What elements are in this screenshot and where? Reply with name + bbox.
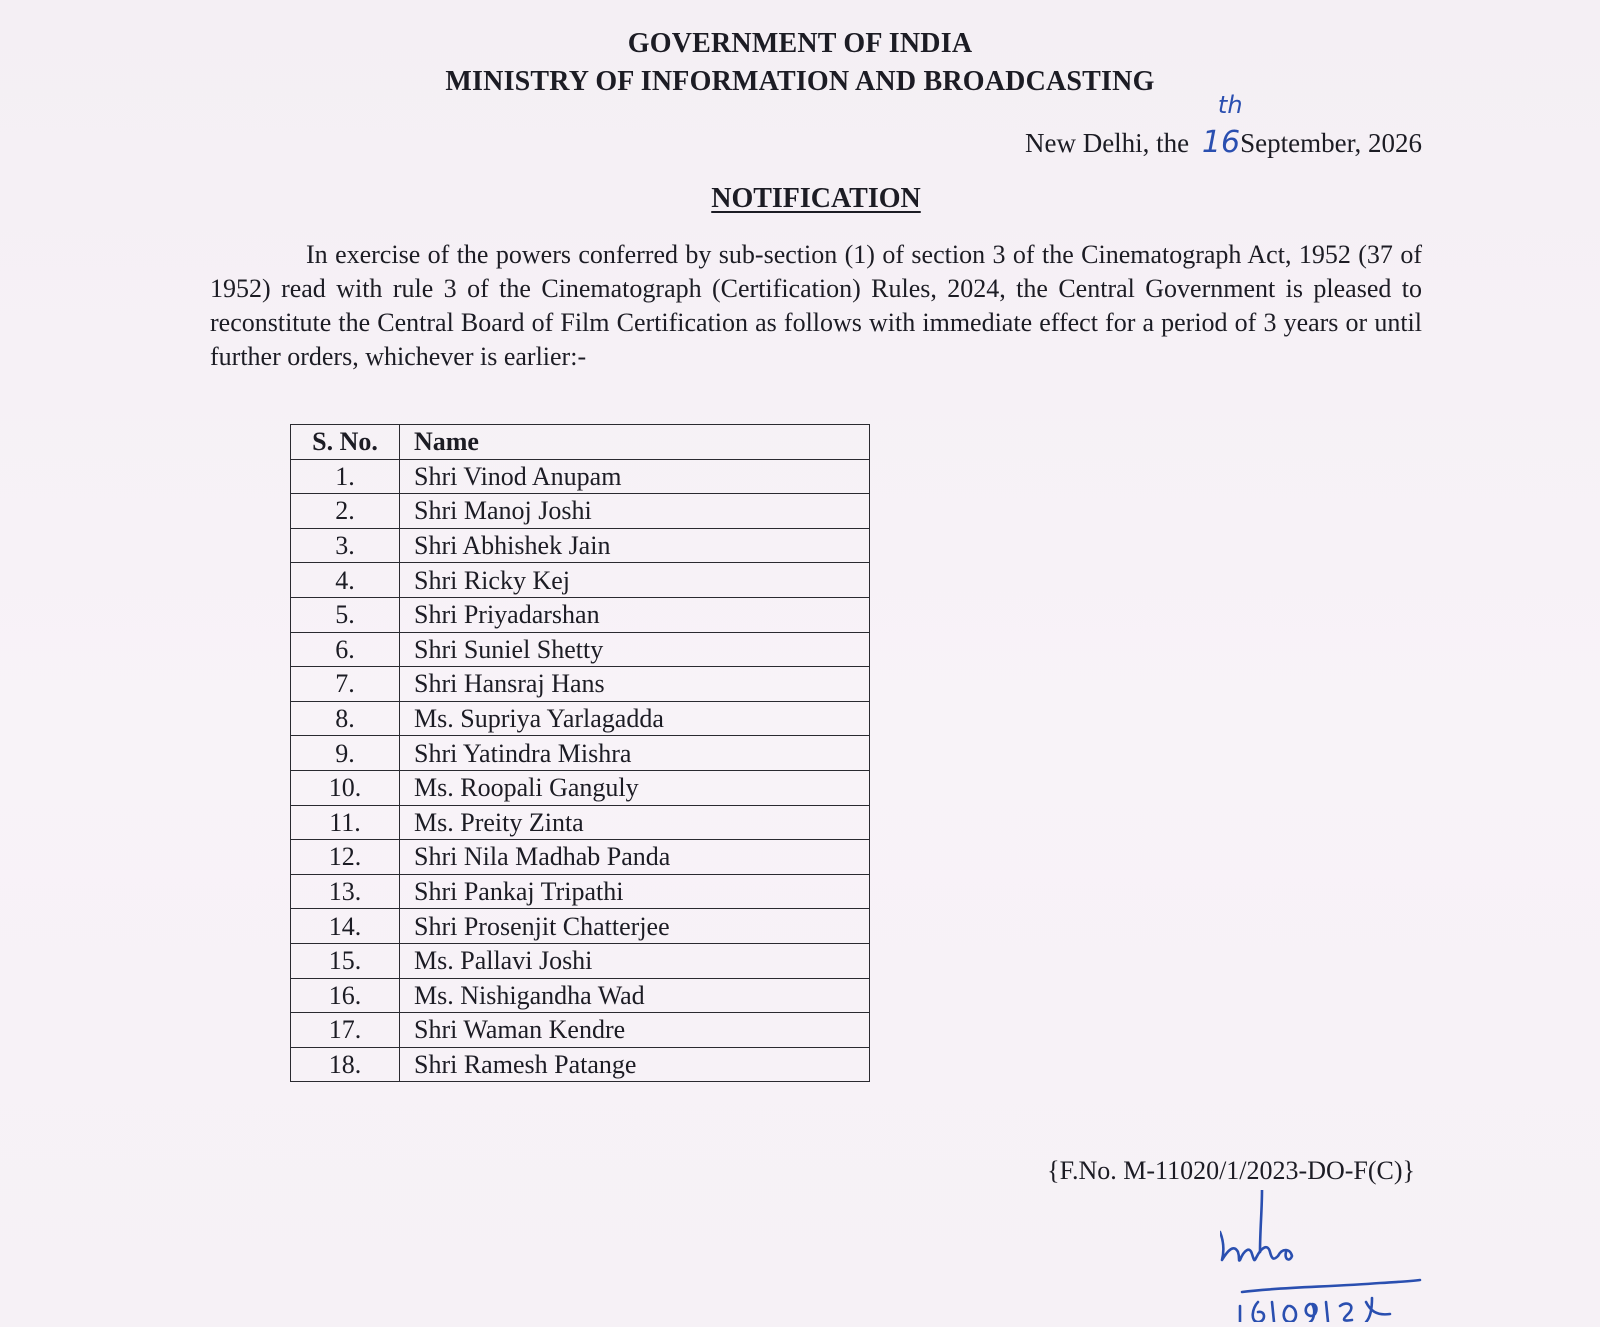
row-serial-number: 3. [291,528,400,563]
table-row [291,667,870,702]
row-serial-number: 16. [291,978,400,1013]
table-row [291,597,870,632]
row-member-name: Shri Manoj Joshi [400,494,870,529]
row-member-name: Shri Priyadarshan [400,597,870,632]
row-serial-number: 8. [291,701,400,736]
row-member-name: Ms. Pallavi Joshi [400,943,870,978]
file-number: {F.No. M-11020/1/2023-DO-F(C)} [1047,1156,1415,1185]
table-row [291,909,870,944]
row-serial-number: 6. [291,632,400,667]
row-member-name: Shri Vinod Anupam [400,459,870,494]
signature-drawing [1220,1190,1460,1322]
row-member-name: Shri Prosenjit Chatterjee [400,909,870,944]
table-row [291,770,870,805]
dateline [1024,91,1422,160]
row-serial-number: 12. [291,840,400,875]
column-header-sno: S. No. [291,425,400,460]
row-serial-number: 5. [291,597,400,632]
members-table [290,424,870,1082]
row-serial-number: 11. [291,805,400,840]
table-row [291,563,870,598]
row-serial-number: 18. [291,1047,400,1082]
row-serial-number: 15. [291,943,400,978]
table-row [291,1047,870,1082]
row-serial-number: 13. [291,874,400,909]
members-table-body [291,459,870,1082]
column-header-name: Name [400,425,870,460]
row-member-name: Shri Suniel Shetty [400,632,870,667]
table-row [291,1013,870,1048]
table-row [291,736,870,771]
table-row [291,701,870,736]
table-row [291,978,870,1013]
header-ministry: MINISTRY OF INFORMATION AND BROADCASTING [445,66,1155,97]
row-member-name: Ms. Roopali Ganguly [400,770,870,805]
row-member-name: Ms. Preity Zinta [400,805,870,840]
handwritten-day-number: 16 [1201,125,1241,160]
row-member-name: Shri Nila Madhab Panda [400,840,870,875]
row-member-name: Ms. Nishigandha Wad [400,978,870,1013]
table-row [291,840,870,875]
table-row [291,632,870,667]
handwritten-day-suffix: th [1217,91,1243,119]
row-member-name: Shri Ramesh Patange [400,1047,870,1082]
handwritten-signature [1220,1190,1460,1322]
table-row [291,874,870,909]
table-row [291,805,870,840]
header-government: GOVERNMENT OF INDIA [627,28,973,59]
row-member-name: Shri Abhishek Jain [400,528,870,563]
row-serial-number: 10. [291,770,400,805]
row-member-name: Ms. Supriya Yarlagadda [400,701,870,736]
table-row [291,459,870,494]
row-serial-number: 14. [291,909,400,944]
table-row [291,943,870,978]
notification-title: NOTIFICATION [711,183,921,214]
notification-paragraph: In exercise of the powers conferred by sub-section (1) of section 3 of the Cinematograph Act, 1952 (37 of 1952) read with rule 3 of the Cinematograph (Certification) Rules, 2024, the Central Government is pleased to reconstitute the Central Board of Film Certification as follows with immediate effect for a period of 3 years or until further orders, whichever is earlier:- [210,240,1422,371]
row-member-name: Shri Ricky Kej [400,563,870,598]
row-serial-number: 1. [291,459,400,494]
dateline-suffix: September, 2026 [1240,128,1422,158]
row-member-name: Shri Hansraj Hans [400,667,870,702]
row-member-name: Shri Pankaj Tripathi [400,874,870,909]
table-header-row [291,425,870,460]
row-serial-number: 7. [291,667,400,702]
dateline-prefix: New Delhi, the [1024,128,1196,158]
handwritten-day [1201,91,1243,160]
row-serial-number: 9. [291,736,400,771]
row-serial-number: 4. [291,563,400,598]
row-member-name: Shri Yatindra Mishra [400,736,870,771]
row-serial-number: 17. [291,1013,400,1048]
table-row [291,494,870,529]
row-member-name: Shri Waman Kendre [400,1013,870,1048]
row-serial-number: 2. [291,494,400,529]
table-row [291,528,870,563]
